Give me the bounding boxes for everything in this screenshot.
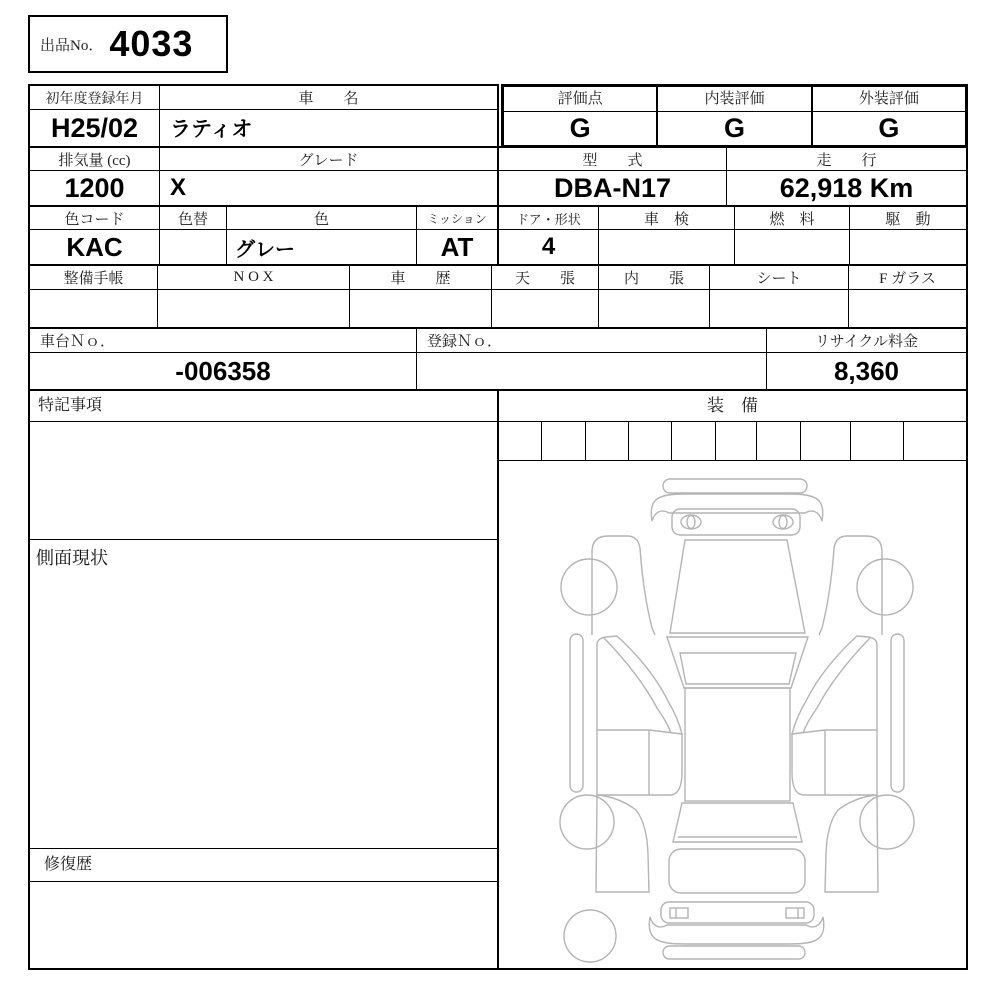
value-headliner: [492, 290, 599, 327]
label-door-shape: ドア・形状: [499, 207, 599, 229]
equipment-cell: [586, 422, 629, 460]
label-repair-history: 修復歴: [30, 848, 497, 882]
value-grade: X: [160, 171, 499, 205]
value-displacement: 1200: [30, 171, 160, 205]
label-interior-lining: 内 張: [599, 266, 710, 289]
value-inspection: [599, 230, 735, 264]
special-notes-area: [30, 422, 497, 539]
equipment-cell: [801, 422, 851, 460]
label-exterior-evaluation: 外装評価: [813, 87, 965, 112]
section-registration: [28, 84, 499, 146]
car-diagram-area: [499, 461, 966, 968]
label-headliner: 天 張: [492, 266, 599, 289]
label-car-history: 車 歴: [350, 266, 492, 289]
value-evaluation-score: G: [569, 113, 591, 143]
value-color-code: KAC: [30, 230, 160, 264]
label-mileage: 走 行: [816, 152, 877, 169]
label-evaluation-score: 評価点: [504, 87, 656, 112]
repair-history-area: [30, 882, 497, 968]
label-chassis-number: 車台Ｎｏ．: [30, 329, 417, 352]
equipment-cell: [904, 422, 966, 460]
label-color-change: 色替: [160, 207, 227, 229]
value-exterior-evaluation: G: [878, 113, 900, 143]
equipment-cell: [672, 422, 716, 460]
equipment-cell: [542, 422, 586, 460]
equipment-cells: [499, 422, 966, 461]
evaluation-interior-col: [658, 87, 812, 145]
equipment-cell: [629, 422, 672, 460]
label-fuel: 燃 料: [735, 207, 850, 229]
label-model-code: 型 式: [499, 148, 727, 170]
label-seat: シート: [710, 266, 849, 289]
label-side-condition: 側面現状: [30, 539, 497, 848]
label-displacement: 排気量 (cc): [30, 148, 160, 170]
equipment-panel: [497, 389, 968, 970]
label-inspection: 車 検: [599, 207, 735, 229]
value-seat: [710, 290, 849, 327]
value-service-book: [30, 290, 158, 327]
auction-number-value: 4033: [109, 23, 194, 64]
equipment-cell: [716, 422, 757, 460]
value-car-name: ラティオ: [170, 118, 253, 141]
value-fuel: [735, 230, 850, 264]
label-car-name: 車 名: [298, 91, 359, 107]
notes-panel: [28, 389, 497, 970]
value-door-shape: 4: [499, 230, 599, 264]
label-front-glass: F ガラス: [879, 271, 936, 287]
label-recycle-fee: リサイクル料金: [815, 334, 918, 350]
evaluation-exterior-col: [813, 87, 965, 145]
value-transmission: AT: [417, 230, 499, 264]
auction-number-label: 出品No．: [40, 37, 104, 54]
label-drive: 駆 動: [885, 211, 931, 228]
section-color-transmission: [28, 205, 968, 264]
value-mileage: 62,918 Km: [779, 172, 914, 203]
label-registration-number: 登録Ｎｏ．: [417, 329, 767, 352]
equipment-cell: [851, 422, 904, 460]
value-recycle-fee: 8,360: [833, 355, 900, 386]
section-history: [28, 264, 968, 327]
value-front-glass: [849, 290, 966, 327]
value-chassis-number: -006358: [30, 353, 417, 389]
label-special-notes: 特記事項: [30, 391, 497, 422]
value-first-registration: H25/02: [30, 110, 160, 146]
value-model-code: DBA-N17: [499, 171, 727, 205]
label-grade: グレード: [160, 148, 499, 170]
label-color: 色: [227, 207, 417, 229]
value-color-change: [160, 230, 227, 264]
label-nox: N O X: [158, 266, 350, 289]
value-car-history: [350, 290, 492, 327]
evaluation-box: [501, 84, 968, 148]
section-chassis: [28, 327, 968, 389]
value-interior-evaluation: G: [723, 113, 745, 143]
label-first-registration: 初年度登録年月: [30, 86, 160, 109]
label-equipment: 装 備: [499, 391, 966, 422]
label-transmission: ミッション: [417, 207, 499, 229]
label-service-book: 整備手帳: [30, 266, 158, 289]
value-drive: [850, 230, 966, 264]
evaluation-score-col: [504, 87, 658, 145]
value-registration-number: [417, 353, 767, 389]
value-color: グレー: [227, 230, 417, 264]
car-top-view-diagram: [499, 462, 966, 968]
auction-number-box: [28, 15, 228, 73]
equipment-cell: [499, 422, 542, 460]
label-interior-evaluation: 内装評価: [658, 87, 810, 112]
value-nox: [158, 290, 350, 327]
section-engine-model: [28, 146, 968, 205]
value-interior-lining: [599, 290, 710, 327]
equipment-cell: [757, 422, 801, 460]
label-color-code: 色コード: [30, 207, 160, 229]
